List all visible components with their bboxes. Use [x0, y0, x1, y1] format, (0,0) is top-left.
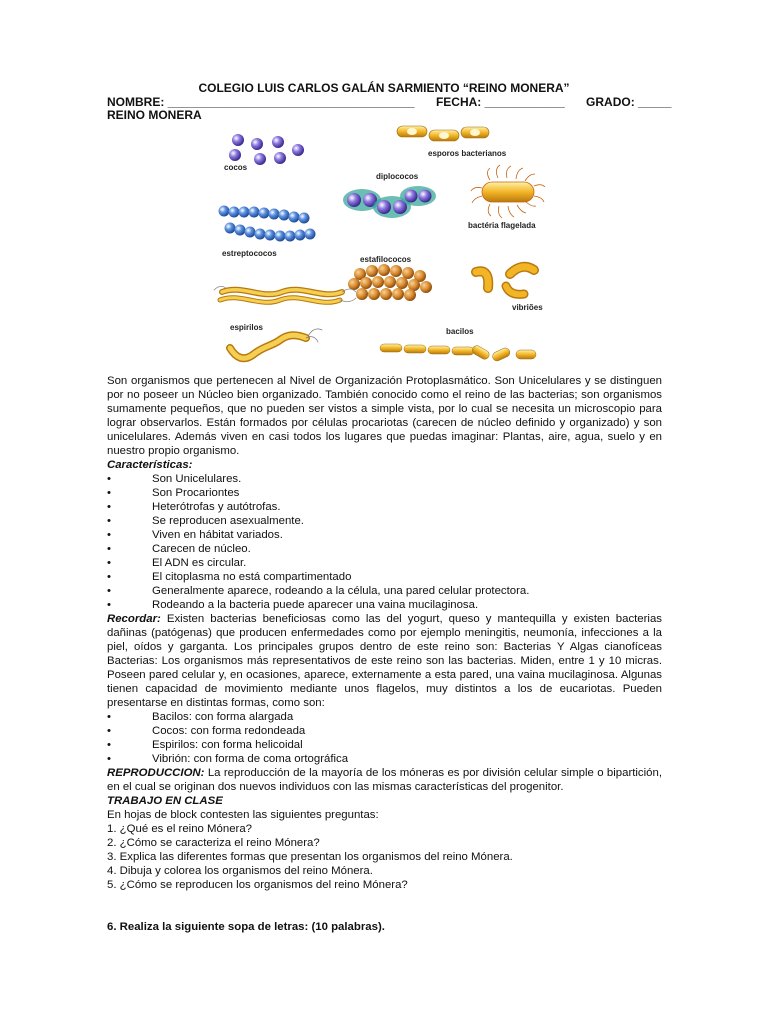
esporos-illustration	[397, 126, 507, 158]
reproduccion-label: REPRODUCCION:	[107, 767, 205, 779]
espirilos-illustration	[214, 286, 356, 358]
question-item: 4. Dibuja y colorea los organismos del reino Mónera.	[107, 865, 373, 877]
list-item: • Heterótrofas y autótrofas.	[107, 500, 662, 514]
question-item: 5. ¿Cómo se reproducen los organismos del reino Mónera?	[107, 879, 408, 891]
label-flagelada: bactéria flagelada	[468, 221, 536, 230]
label-espirilos: espirilos	[230, 323, 263, 332]
nombre-field[interactable]: NOMBRE: _____________________________________	[107, 95, 415, 109]
label-diplococos: diplococos	[376, 172, 419, 181]
label-esporos: esporos bacterianos	[428, 149, 507, 158]
question-item: 1. ¿Qué es el reino Mónera?	[107, 823, 252, 835]
caracteristicas-list	[107, 472, 662, 612]
recordar-paragraph	[107, 612, 662, 710]
list-item: • Cocos: con forma redondeada	[107, 724, 662, 738]
reproduccion-paragraph	[107, 766, 662, 794]
estafilococos-illustration	[348, 255, 432, 301]
list-item: • Rodeando a la bacteria puede aparecer una vaina mucilaginosa.	[107, 598, 662, 612]
list-item: • Espirilos: con forma helicoidal	[107, 738, 662, 752]
recordar-label: Recordar:	[107, 613, 161, 625]
label-cocos: cocos	[224, 163, 248, 172]
label-estreptococos: estreptococos	[222, 249, 277, 258]
caracteristicas-heading: Características:	[107, 459, 193, 471]
student-info-line	[107, 95, 672, 109]
list-item: • Carecen de núcleo.	[107, 542, 662, 556]
document-title: COLEGIO LUIS CARLOS GALÁN SARMIENTO “REINO MONERA”	[198, 81, 570, 95]
vibriones-illustration	[476, 267, 543, 312]
list-item: • Son Unicelulares.	[107, 472, 662, 486]
list-item: • Bacilos: con forma alargada	[107, 710, 662, 724]
diplococos-illustration	[343, 172, 436, 218]
list-item: • El ADN es circular.	[107, 556, 662, 570]
fecha-field[interactable]: FECHA: ____________	[435, 95, 565, 109]
list-item: • Viven en hábitat variados.	[107, 528, 662, 542]
sopa-de-letras-instruction: 6. Realiza la siguiente sopa de letras: (10 palabras).	[107, 921, 385, 933]
label-estafilococos: estafilococos	[360, 255, 412, 264]
question-item: 3. Explica las diferentes formas que presentan los organismos del reino Mónera.	[107, 851, 513, 863]
questions-list	[107, 822, 662, 892]
grado-field[interactable]: GRADO: _____	[586, 95, 672, 109]
intro-paragraph: Son organismos que pertenecen al Nivel de Organización Protoplasmático. Son Unicelulares y se distinguen por no poseer un Núcleo bien organizado. También conocido como el reino de las bacterias; son organismos sumamente pequeños, que no pueden ser vistos a simple vista, por lo cual se necesita un microscopio para lograr observarlos. Están formados por células procariotas (carecen de núcleo definido y organizado) y son unicelulares. Además viven en casi todos los lugares que puedas imaginar: Plantas, aire, agua, suelo y en nuestro propio organismo.	[107, 375, 662, 457]
label-vibriones: vibriões	[512, 303, 543, 312]
list-item: • Son Procariontes	[107, 486, 662, 500]
list-item: • Se reproducen asexualmente.	[107, 514, 662, 528]
bacilos-illustration	[380, 327, 536, 362]
trabajo-heading: TRABAJO EN CLASE	[107, 795, 223, 807]
cocos-illustration	[224, 134, 304, 172]
list-item: • Generalmente aparece, rodeando a la célula, una pared celular protectora.	[107, 584, 662, 598]
list-item: • El citoplasma no está compartimentado	[107, 570, 662, 584]
section-heading: REINO MONERA	[107, 108, 202, 122]
document-body	[107, 374, 662, 934]
trabajo-intro: En hojas de block contesten las siguientes preguntas:	[107, 809, 379, 821]
list-item: • Vibrión: con forma de coma ortográfica	[107, 752, 662, 766]
recordar-text: Existen bacterias beneficiosas como las del yogurt, queso y mantequilla y existen bacterias dañinas (patógenas) que producen enfermedades como por ejemplo meningitis, neumonía, infecciones a la piel, oídos y garganta. Los principales grupos dentro de este reino son: Bacterias Y Algas cianofíceas Bacterias: Los organismos más representativos de este reino son las bacterias. Miden, entre 1 y 10 micras. Poseen pared celular y, en ocasiones, aparece, externamente a esta pared, una vaina mucilaginosa. Algunas tienen capacidad de movimiento mediante unos flagelos, muy distintos a los de eucariotas. Pueden presentarse en distintas formas, como son:	[107, 613, 662, 709]
estreptococos-illustration	[219, 206, 316, 259]
bacteria-forms-illustration	[200, 122, 570, 372]
formas-list	[107, 710, 662, 766]
reproduccion-text: La reproducción de la mayoría de los móneras es por división celular simple o bipartición, en el cual se originan dos nuevos individuos con las mismas características del progenitor.	[107, 767, 662, 793]
label-bacilos: bacilos	[446, 327, 474, 336]
question-item: 2. ¿Cómo se caracteriza el reino Mónera?	[107, 837, 320, 849]
